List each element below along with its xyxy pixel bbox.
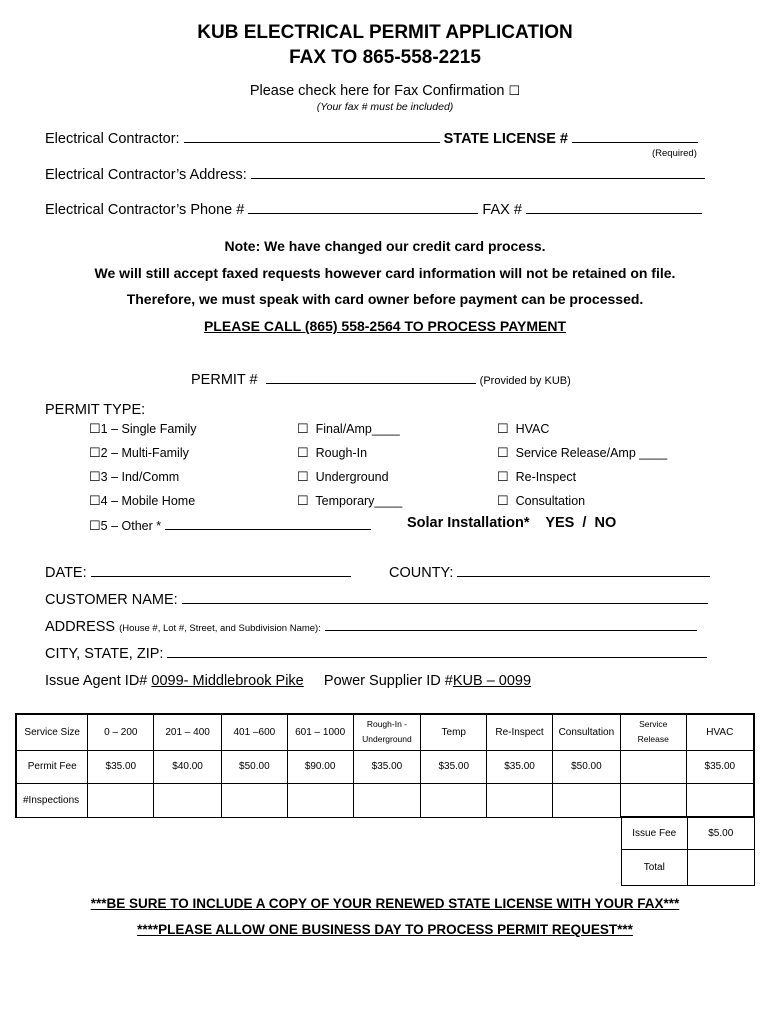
required-note: (Required) xyxy=(652,148,697,159)
permit-type-rough-in[interactable]: ☐ Rough-In xyxy=(297,445,368,460)
issue-fee-value: $5.00 xyxy=(687,817,755,850)
notice-line-1: Note: We have changed our credit card process. xyxy=(224,238,546,254)
permit-type-temporary[interactable]: ☐ Temporary____ xyxy=(297,493,403,508)
inspection-cell[interactable] xyxy=(88,783,154,817)
fax-note: (Your fax # must be included) xyxy=(316,101,454,113)
state-license-label: STATE LICENSE # xyxy=(443,131,568,147)
contractor-address-label: Electrical Contractor’s Address: xyxy=(45,167,247,183)
contractor-name-field[interactable] xyxy=(184,142,440,143)
fee-cell: $90.00 xyxy=(287,750,353,783)
header-201-400: 201 – 400 xyxy=(154,714,222,750)
permit-type-re-inspect[interactable]: ☐ Re-Inspect xyxy=(497,469,577,484)
header-re-inspect: Re-Inspect xyxy=(487,714,553,750)
fee-cell: $50.00 xyxy=(552,750,620,783)
issue-fee-label: Issue Fee xyxy=(622,817,688,850)
notice-line-2: We will still accept faxed requests however card information will not be retained on file. xyxy=(94,265,676,281)
permit-type-final-amp[interactable]: ☐ Final/Amp____ xyxy=(297,421,400,436)
checkbox[interactable]: ☐ xyxy=(297,421,309,436)
permit-type-other[interactable]: ☐5 – Other * xyxy=(89,518,371,534)
fee-cell: $35.00 xyxy=(686,750,754,783)
permit-type-underground[interactable]: ☐ Underground xyxy=(297,469,389,484)
issue-agent-value: 0099- Middlebrook Pike xyxy=(151,673,304,689)
fee-cell: $35.00 xyxy=(88,750,154,783)
fee-cell: $35.00 xyxy=(421,750,487,783)
customer-name-label: CUSTOMER NAME: xyxy=(45,592,178,608)
header-hvac: HVAC xyxy=(686,714,754,750)
permit-type-service-release[interactable]: ☐ Service Release/Amp ____ xyxy=(497,445,668,460)
header-rough-in-underground: Rough-In - Underground xyxy=(353,714,421,750)
header-temp: Temp xyxy=(421,714,487,750)
address-row-customer xyxy=(45,619,697,635)
checkbox[interactable]: ☐ xyxy=(89,469,101,484)
total-value[interactable] xyxy=(687,850,755,886)
permit-number-row xyxy=(191,372,571,388)
address-label: ADDRESS xyxy=(45,619,116,635)
row-label-inspections: #Inspections xyxy=(16,783,88,817)
customer-name-row xyxy=(45,592,708,608)
fax-label: FAX # xyxy=(482,202,522,218)
payment-phone-notice: PLEASE CALL (865) 558-2564 TO PROCESS PAYMENT xyxy=(203,318,567,334)
fee-cell: $40.00 xyxy=(154,750,222,783)
city-state-zip-field[interactable] xyxy=(167,657,707,658)
checkbox[interactable]: ☐ xyxy=(89,518,101,533)
county-row xyxy=(389,565,710,581)
row-label-permit-fee: Permit Fee xyxy=(16,750,88,783)
inspection-cell[interactable] xyxy=(353,783,421,817)
checkbox[interactable]: ☐ xyxy=(497,493,509,508)
inspection-cell[interactable] xyxy=(287,783,353,817)
fax-field[interactable] xyxy=(526,213,702,214)
county-label: COUNTY: xyxy=(389,565,454,581)
fax-confirmation-label: Please check here for Fax Confirmation xyxy=(249,83,505,99)
issue-agent-row xyxy=(45,673,531,689)
other-type-field[interactable] xyxy=(165,529,371,530)
address-hint: (House #, Lot #, Street, and Subdivision Name): xyxy=(119,623,321,634)
inspection-cell[interactable] xyxy=(154,783,222,817)
permit-type-consultation[interactable]: ☐ Consultation xyxy=(497,493,586,508)
header-0-200: 0 – 200 xyxy=(88,714,154,750)
fee-cell: $35.00 xyxy=(353,750,421,783)
permit-type-mobile-home[interactable]: ☐4 – Mobile Home xyxy=(89,493,196,508)
permit-type-ind-comm[interactable]: ☐3 – Ind/Comm xyxy=(89,469,180,484)
inspection-cell[interactable] xyxy=(421,783,487,817)
permit-fee-row xyxy=(16,750,754,783)
permit-type-multi-family[interactable]: ☐2 – Multi-Family xyxy=(89,445,189,460)
inspections-row xyxy=(16,783,754,817)
footer-license-notice: ***BE SURE TO INCLUDE A COPY OF YOUR RENEWED STATE LICENSE WITH YOUR FAX*** xyxy=(90,896,680,911)
inspection-cell[interactable] xyxy=(686,783,754,817)
state-license-field[interactable] xyxy=(572,142,698,143)
notice-line-3: Therefore, we must speak with card owner before payment can be processed. xyxy=(126,291,644,307)
contractor-phone-label: Electrical Contractor’s Phone # xyxy=(45,202,245,218)
city-row xyxy=(45,646,707,662)
permit-number-field[interactable] xyxy=(266,383,476,384)
solar-yes-option[interactable]: YES xyxy=(545,515,575,531)
permit-number-label: PERMIT # xyxy=(191,372,258,388)
solar-installation-row xyxy=(407,515,616,531)
date-field[interactable] xyxy=(91,576,351,577)
totals-table xyxy=(621,816,755,886)
phone-row xyxy=(45,202,702,218)
power-supplier-label: Power Supplier ID # xyxy=(323,673,453,689)
form-title: KUB ELECTRICAL PERMIT APPLICATION xyxy=(197,22,573,43)
fee-cell: $50.00 xyxy=(221,750,287,783)
contractor-row xyxy=(45,131,698,147)
header-consultation: Consultation xyxy=(552,714,620,750)
permit-type-label: PERMIT TYPE: xyxy=(45,402,146,418)
header-401-600: 401 –600 xyxy=(221,714,287,750)
header-service-release: Service Release xyxy=(620,714,686,750)
solar-no-option[interactable]: NO xyxy=(594,515,617,531)
issue-agent-label: Issue Agent ID# xyxy=(45,673,148,689)
checkbox[interactable]: ☐ xyxy=(297,445,309,460)
inspection-cell[interactable] xyxy=(487,783,553,817)
address-row xyxy=(45,167,705,183)
inspection-cell[interactable] xyxy=(221,783,287,817)
permit-type-hvac[interactable]: ☐ HVAC xyxy=(497,421,550,436)
row-label-service-size: Service Size xyxy=(16,714,88,750)
contractor-label: Electrical Contractor: xyxy=(45,131,180,147)
fee-table xyxy=(15,713,755,818)
checkbox[interactable]: ☐ xyxy=(89,493,101,508)
fee-cell: $35.00 xyxy=(487,750,553,783)
fax-number-title: FAX TO 865-558-2215 xyxy=(289,47,481,68)
checkbox[interactable]: ☐ xyxy=(297,469,309,484)
power-supplier-value: KUB – 0099 xyxy=(452,673,532,689)
fee-cell xyxy=(620,750,686,783)
fax-confirmation-checkbox[interactable]: ☐ xyxy=(508,83,521,98)
contractor-phone-field[interactable] xyxy=(248,213,478,214)
county-field[interactable] xyxy=(457,576,710,577)
contractor-address-field[interactable] xyxy=(251,178,705,179)
fax-confirmation-row xyxy=(0,83,770,99)
date-row xyxy=(45,565,351,581)
customer-name-field[interactable] xyxy=(182,603,708,604)
checkbox[interactable]: ☐ xyxy=(497,445,509,460)
checkbox[interactable]: ☐ xyxy=(297,493,309,508)
permit-type-single-family[interactable]: ☐1 – Single Family xyxy=(89,421,197,436)
footer-processing-notice: ****PLEASE ALLOW ONE BUSINESS DAY TO PROCESS PERMIT REQUEST*** xyxy=(137,922,633,937)
solar-installation-label: Solar Installation* xyxy=(407,515,530,531)
address-field[interactable] xyxy=(325,630,697,631)
service-size-row xyxy=(16,714,754,750)
inspection-cell[interactable] xyxy=(552,783,620,817)
inspection-cell[interactable] xyxy=(620,783,686,817)
city-state-zip-label: CITY, STATE, ZIP: xyxy=(45,646,164,662)
checkbox[interactable]: ☐ xyxy=(497,421,509,436)
header-601-1000: 601 – 1000 xyxy=(287,714,353,750)
date-label: DATE: xyxy=(45,565,87,581)
solar-separator: / xyxy=(582,515,587,531)
checkbox[interactable]: ☐ xyxy=(89,445,101,460)
total-label: Total xyxy=(622,850,688,886)
checkbox[interactable]: ☐ xyxy=(89,421,101,436)
provided-by-note: (Provided by KUB) xyxy=(479,375,571,387)
checkbox[interactable]: ☐ xyxy=(497,469,509,484)
